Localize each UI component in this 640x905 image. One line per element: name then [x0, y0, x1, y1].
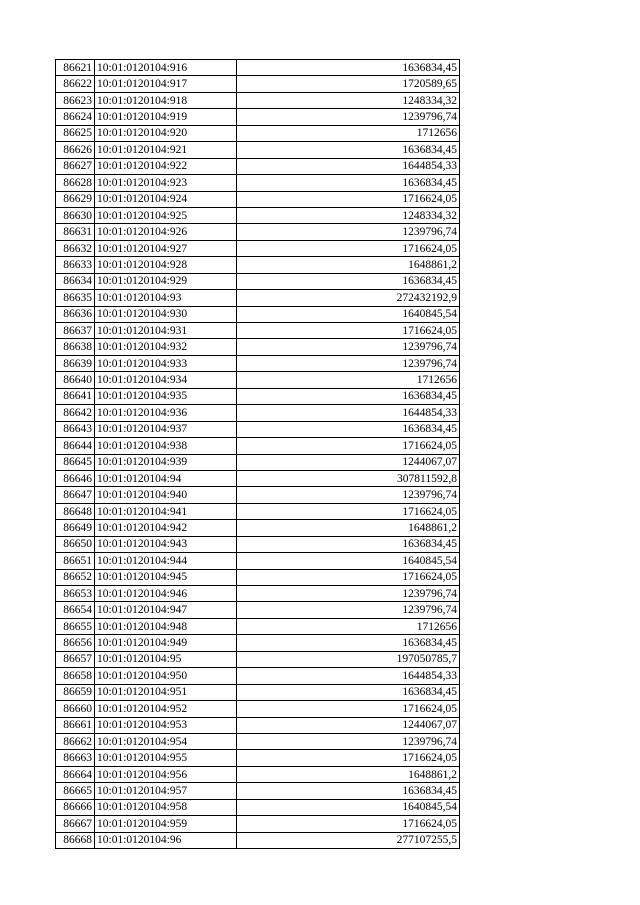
row-number-cell: 86662	[56, 733, 95, 749]
table-row	[56, 306, 460, 322]
table-row	[56, 60, 460, 76]
value-cell: 272432192,9	[237, 290, 460, 306]
row-number-cell: 86666	[56, 799, 95, 815]
row-number-cell: 86621	[56, 60, 95, 76]
table-row	[56, 109, 460, 125]
table-row	[56, 454, 460, 470]
row-number-cell: 86658	[56, 668, 95, 684]
cadastral-number-cell: 10:01:0120104:958	[95, 799, 237, 815]
cadastral-number-cell: 10:01:0120104:925	[95, 207, 237, 223]
table-row	[56, 175, 460, 191]
value-cell: 1640845,54	[237, 799, 460, 815]
cadastral-number-cell: 10:01:0120104:944	[95, 553, 237, 569]
value-cell: 1239796,74	[237, 339, 460, 355]
cadastral-number-cell: 10:01:0120104:938	[95, 438, 237, 454]
cadastral-number-cell: 10:01:0120104:928	[95, 257, 237, 273]
value-cell: 1640845,54	[237, 553, 460, 569]
value-cell: 1720589,65	[237, 76, 460, 92]
cadastral-number-cell: 10:01:0120104:919	[95, 109, 237, 125]
table-row	[56, 766, 460, 782]
value-cell: 1248334,32	[237, 92, 460, 108]
row-number-cell: 86647	[56, 487, 95, 503]
value-cell: 1239796,74	[237, 602, 460, 618]
table-row	[56, 372, 460, 388]
value-cell: 1239796,74	[237, 586, 460, 602]
table-row	[56, 92, 460, 108]
table-row	[56, 438, 460, 454]
row-number-cell: 86638	[56, 339, 95, 355]
data-table	[55, 59, 460, 849]
table-row	[56, 158, 460, 174]
table-row	[56, 651, 460, 667]
cadastral-number-cell: 10:01:0120104:96	[95, 832, 237, 848]
cadastral-number-cell: 10:01:0120104:941	[95, 503, 237, 519]
row-number-cell: 86646	[56, 470, 95, 486]
value-cell: 1716624,05	[237, 438, 460, 454]
value-cell: 1239796,74	[237, 224, 460, 240]
row-number-cell: 86623	[56, 92, 95, 108]
row-number-cell: 86640	[56, 372, 95, 388]
value-cell: 1716624,05	[237, 191, 460, 207]
cadastral-number-cell: 10:01:0120104:943	[95, 536, 237, 552]
cadastral-number-cell: 10:01:0120104:917	[95, 76, 237, 92]
value-cell: 1716624,05	[237, 240, 460, 256]
cadastral-number-cell: 10:01:0120104:946	[95, 586, 237, 602]
value-cell: 1712656	[237, 125, 460, 141]
cadastral-number-cell: 10:01:0120104:94	[95, 470, 237, 486]
cadastral-number-cell: 10:01:0120104:942	[95, 520, 237, 536]
row-number-cell: 86655	[56, 618, 95, 634]
row-number-cell: 86625	[56, 125, 95, 141]
table-row	[56, 536, 460, 552]
cadastral-number-cell: 10:01:0120104:940	[95, 487, 237, 503]
table-row	[56, 125, 460, 141]
cadastral-number-cell: 10:01:0120104:927	[95, 240, 237, 256]
table-row	[56, 470, 460, 486]
value-cell: 1644854,33	[237, 405, 460, 421]
value-cell: 1248334,32	[237, 207, 460, 223]
value-cell: 1716624,05	[237, 569, 460, 585]
table-row	[56, 733, 460, 749]
row-number-cell: 86635	[56, 290, 95, 306]
table-row	[56, 668, 460, 684]
value-cell: 1636834,45	[237, 635, 460, 651]
table-row	[56, 487, 460, 503]
row-number-cell: 86663	[56, 750, 95, 766]
row-number-cell: 86661	[56, 717, 95, 733]
cadastral-number-cell: 10:01:0120104:951	[95, 684, 237, 700]
cadastral-number-cell: 10:01:0120104:934	[95, 372, 237, 388]
value-cell: 1640845,54	[237, 306, 460, 322]
cadastral-number-cell: 10:01:0120104:923	[95, 175, 237, 191]
table-row	[56, 684, 460, 700]
cadastral-number-cell: 10:01:0120104:953	[95, 717, 237, 733]
table-row	[56, 405, 460, 421]
row-number-cell: 86639	[56, 355, 95, 371]
table-row	[56, 832, 460, 848]
row-number-cell: 86627	[56, 158, 95, 174]
value-cell: 1716624,05	[237, 750, 460, 766]
cadastral-number-cell: 10:01:0120104:926	[95, 224, 237, 240]
cadastral-number-cell: 10:01:0120104:939	[95, 454, 237, 470]
row-number-cell: 86668	[56, 832, 95, 848]
row-number-cell: 86656	[56, 635, 95, 651]
row-number-cell: 86660	[56, 701, 95, 717]
table-row	[56, 273, 460, 289]
cadastral-number-cell: 10:01:0120104:935	[95, 388, 237, 404]
cadastral-number-cell: 10:01:0120104:936	[95, 405, 237, 421]
cadastral-number-cell: 10:01:0120104:930	[95, 306, 237, 322]
row-number-cell: 86664	[56, 766, 95, 782]
value-cell: 1239796,74	[237, 355, 460, 371]
value-cell: 1648861,2	[237, 257, 460, 273]
table-row	[56, 602, 460, 618]
table-row	[56, 586, 460, 602]
table-body	[56, 60, 460, 849]
cadastral-number-cell: 10:01:0120104:949	[95, 635, 237, 651]
cadastral-number-cell: 10:01:0120104:956	[95, 766, 237, 782]
row-number-cell: 86633	[56, 257, 95, 273]
value-cell: 1716624,05	[237, 701, 460, 717]
value-cell: 307811592,8	[237, 470, 460, 486]
table-row	[56, 569, 460, 585]
row-number-cell: 86641	[56, 388, 95, 404]
value-cell: 1644854,33	[237, 158, 460, 174]
cadastral-number-cell: 10:01:0120104:922	[95, 158, 237, 174]
table-row	[56, 224, 460, 240]
value-cell: 1716624,05	[237, 503, 460, 519]
cadastral-number-cell: 10:01:0120104:916	[95, 60, 237, 76]
table-row	[56, 207, 460, 223]
cadastral-number-cell: 10:01:0120104:920	[95, 125, 237, 141]
cadastral-number-cell: 10:01:0120104:924	[95, 191, 237, 207]
table-row	[56, 750, 460, 766]
cadastral-number-cell: 10:01:0120104:932	[95, 339, 237, 355]
table-row	[56, 816, 460, 832]
value-cell: 1239796,74	[237, 487, 460, 503]
row-number-cell: 86659	[56, 684, 95, 700]
value-cell: 1239796,74	[237, 109, 460, 125]
table-row	[56, 142, 460, 158]
value-cell: 1636834,45	[237, 388, 460, 404]
value-cell: 1636834,45	[237, 421, 460, 437]
table-row	[56, 701, 460, 717]
cadastral-number-cell: 10:01:0120104:955	[95, 750, 237, 766]
row-number-cell: 86626	[56, 142, 95, 158]
value-cell: 1636834,45	[237, 142, 460, 158]
table-row	[56, 191, 460, 207]
cadastral-number-cell: 10:01:0120104:945	[95, 569, 237, 585]
value-cell: 1636834,45	[237, 273, 460, 289]
table-row	[56, 520, 460, 536]
value-cell: 1716624,05	[237, 816, 460, 832]
row-number-cell: 86622	[56, 76, 95, 92]
cadastral-number-cell: 10:01:0120104:957	[95, 783, 237, 799]
cadastral-number-cell: 10:01:0120104:937	[95, 421, 237, 437]
table-row	[56, 618, 460, 634]
table-row	[56, 355, 460, 371]
table-row	[56, 553, 460, 569]
row-number-cell: 86637	[56, 323, 95, 339]
cadastral-number-cell: 10:01:0120104:959	[95, 816, 237, 832]
row-number-cell: 86632	[56, 240, 95, 256]
table-row	[56, 339, 460, 355]
value-cell: 197050785,7	[237, 651, 460, 667]
row-number-cell: 86624	[56, 109, 95, 125]
value-cell: 1648861,2	[237, 520, 460, 536]
cadastral-number-cell: 10:01:0120104:929	[95, 273, 237, 289]
row-number-cell: 86667	[56, 816, 95, 832]
table-row	[56, 799, 460, 815]
table-row	[56, 635, 460, 651]
row-number-cell: 86654	[56, 602, 95, 618]
table-row	[56, 503, 460, 519]
cadastral-number-cell: 10:01:0120104:952	[95, 701, 237, 717]
table-row	[56, 421, 460, 437]
cadastral-number-cell: 10:01:0120104:93	[95, 290, 237, 306]
row-number-cell: 86650	[56, 536, 95, 552]
value-cell: 1636834,45	[237, 536, 460, 552]
row-number-cell: 86652	[56, 569, 95, 585]
value-cell: 1648861,2	[237, 766, 460, 782]
row-number-cell: 86649	[56, 520, 95, 536]
value-cell: 1712656	[237, 618, 460, 634]
row-number-cell: 86645	[56, 454, 95, 470]
row-number-cell: 86634	[56, 273, 95, 289]
cadastral-number-cell: 10:01:0120104:921	[95, 142, 237, 158]
value-cell: 1239796,74	[237, 733, 460, 749]
value-cell: 1716624,05	[237, 323, 460, 339]
row-number-cell: 86630	[56, 207, 95, 223]
cadastral-number-cell: 10:01:0120104:918	[95, 92, 237, 108]
row-number-cell: 86636	[56, 306, 95, 322]
cadastral-number-cell: 10:01:0120104:950	[95, 668, 237, 684]
row-number-cell: 86653	[56, 586, 95, 602]
value-cell: 1244067,07	[237, 454, 460, 470]
cadastral-number-cell: 10:01:0120104:931	[95, 323, 237, 339]
table-row	[56, 290, 460, 306]
value-cell: 1244067,07	[237, 717, 460, 733]
value-cell: 1636834,45	[237, 60, 460, 76]
cadastral-number-cell: 10:01:0120104:948	[95, 618, 237, 634]
row-number-cell: 86631	[56, 224, 95, 240]
row-number-cell: 86628	[56, 175, 95, 191]
value-cell: 1644854,33	[237, 668, 460, 684]
cadastral-number-cell: 10:01:0120104:954	[95, 733, 237, 749]
row-number-cell: 86648	[56, 503, 95, 519]
row-number-cell: 86644	[56, 438, 95, 454]
row-number-cell: 86643	[56, 421, 95, 437]
table-row	[56, 240, 460, 256]
value-cell: 1636834,45	[237, 175, 460, 191]
row-number-cell: 86642	[56, 405, 95, 421]
row-number-cell: 86657	[56, 651, 95, 667]
table-row	[56, 76, 460, 92]
cadastral-number-cell: 10:01:0120104:95	[95, 651, 237, 667]
table-row	[56, 717, 460, 733]
value-cell: 1712656	[237, 372, 460, 388]
row-number-cell: 86651	[56, 553, 95, 569]
table-row	[56, 257, 460, 273]
cadastral-number-cell: 10:01:0120104:933	[95, 355, 237, 371]
value-cell: 1636834,45	[237, 684, 460, 700]
row-number-cell: 86665	[56, 783, 95, 799]
value-cell: 277107255,5	[237, 832, 460, 848]
row-number-cell: 86629	[56, 191, 95, 207]
table-row	[56, 783, 460, 799]
table-row	[56, 323, 460, 339]
table-row	[56, 388, 460, 404]
value-cell: 1636834,45	[237, 783, 460, 799]
cadastral-number-cell: 10:01:0120104:947	[95, 602, 237, 618]
